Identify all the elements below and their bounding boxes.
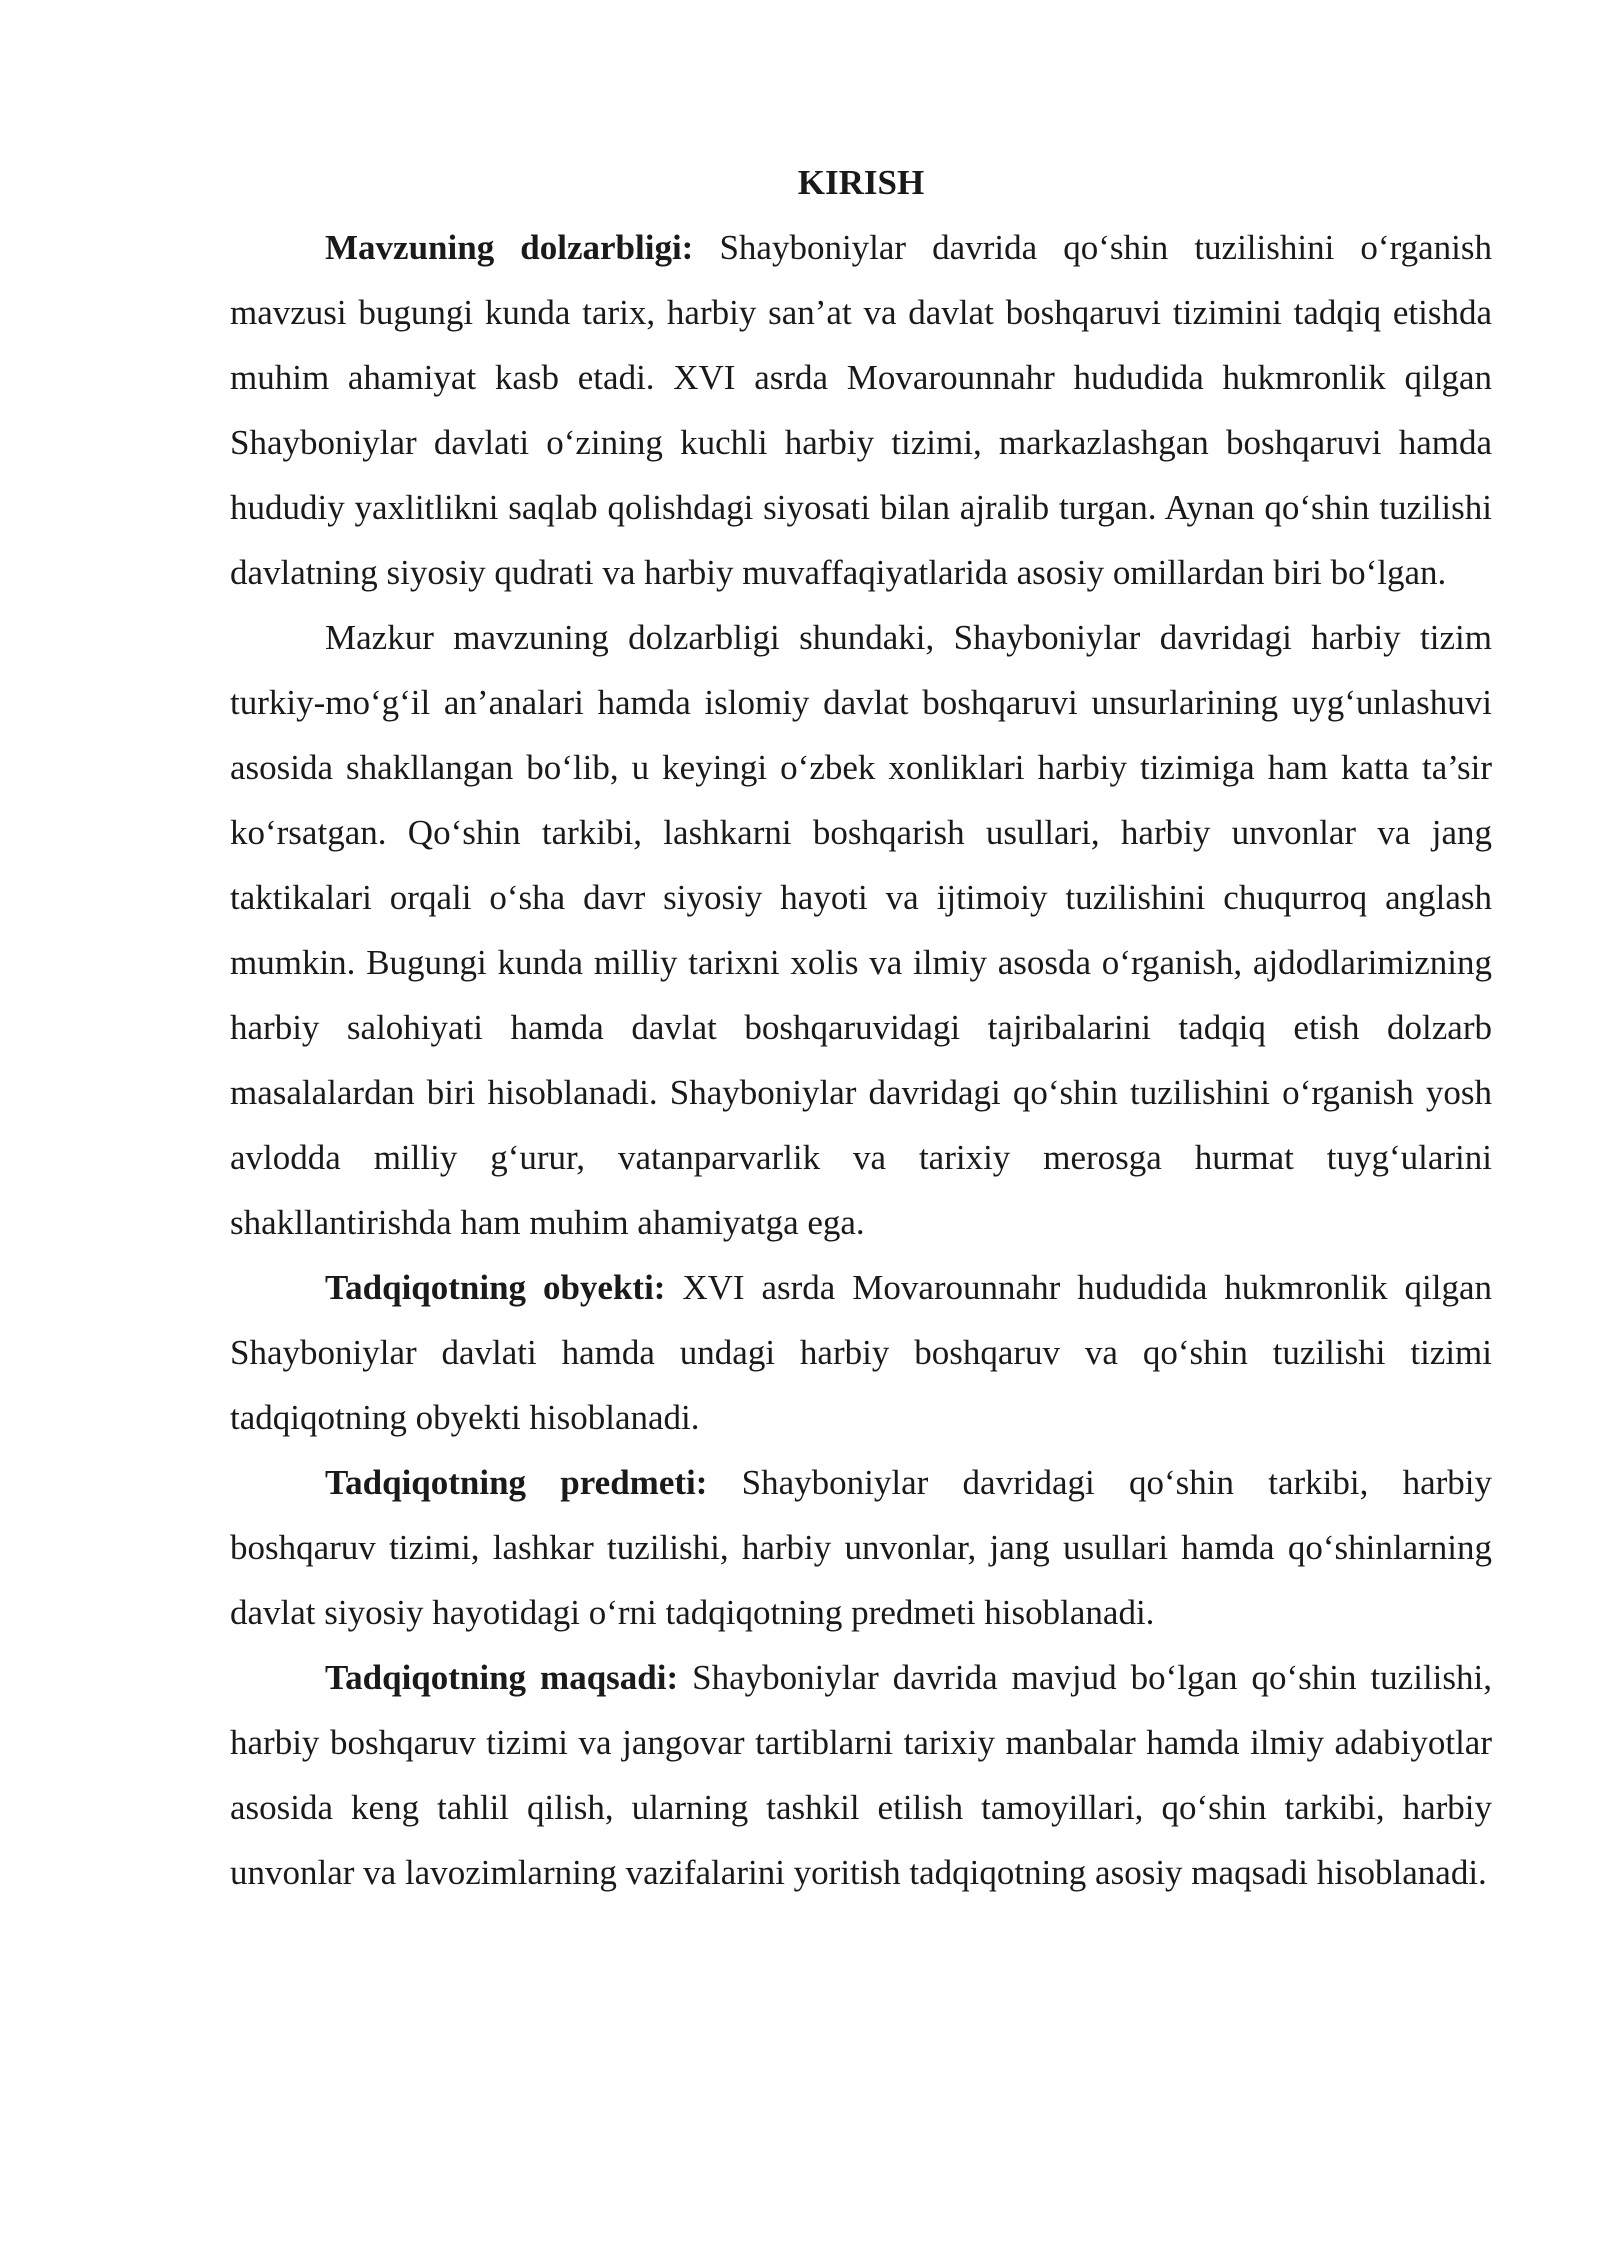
subject-heading: Tadqiqotning predmeti: (325, 1463, 708, 1502)
document-page (230, 150, 1492, 1905)
object-heading: Tadqiqotning obyekti: (325, 1268, 666, 1307)
page-title: KIRISH (797, 163, 925, 202)
paragraph-relevance-continued (230, 605, 1492, 1255)
object-text: XVI asrda Movarounnahr hududida hukmronlik qilgan Shayboniylar davlati hamda undagi harbiy boshqaruv va qo‘shin tuzilishi tizimi tadqiqotning obyekti hisoblanadi. (230, 1268, 1493, 1437)
relevance-continued-text: Mazkur mavzuning dolzarbligi shundaki, Shayboniylar davridagi harbiy tizim turkiy-mo‘g‘il an’analari hamda islomiy davlat boshqaruvi unsurlarining uyg‘unlashuvi asosida shakllangan bo‘lib, u keyingi o‘zbek xonliklari harbiy tizimiga ham katta ta’sir ko‘rsatgan. Qo‘shin tarkibi, lashkarni boshqarish usullari, harbiy unvonlar va jang taktikalari orqali o‘sha davr siyosiy hayoti va ijtimoiy tuzilishini chuqurroq anglash mumkin. Bugungi kunda milliy tarixni xolis va ilmiy asosda o‘rganish, ajdodlarimizning harbiy salohiyati hamda davlat boshqaruvidagi tajribalarini tadqiq etish dolzarb masalalardan biri hisoblanadi. Shayboniylar davridagi qo‘shin tuzilishini o‘rganish yosh avlodda milliy g‘urur, vatanparvarlik va tarixiy merosga hurmat tuyg‘ularini shakllantirishda ham muhim ahamiyatga ega. (230, 618, 1492, 1242)
goal-heading: Tadqiqotning maqsadi: (325, 1658, 679, 1697)
relevance-heading: Mavzuning dolzarbligi: (325, 228, 694, 267)
paragraph-object (230, 1255, 1492, 1450)
relevance-text: Shayboniylar davrida qo‘shin tuzilishini o‘rganish mavzusi bugungi kunda tarix, harbiy san’at va davlat boshqaruvi tizimini tadqiq etishda muhim ahamiyat kasb etadi. XVI asrda Movarounnahr hududida hukmronlik qilgan Shayboniylar davlati o‘zining kuchli harbiy tizimi, markazlashgan boshqaruvi hamda hududiy yaxlitlikni saqlab qolishdagi siyosati bilan ajralib turgan. Aynan qo‘shin tuzilishi davlatning siyosiy qudrati va harbiy muvaffaqiyatlarida asosiy omillardan biri bo‘lgan. (230, 228, 1492, 592)
paragraph-goal (230, 1645, 1492, 1905)
paragraph-relevance (230, 215, 1492, 605)
subject-text: Shayboniylar davridagi qo‘shin tarkibi, harbiy boshqaruv tizimi, lashkar tuzilishi, harbiy unvonlar, jang usullari hamda qo‘shinlarning davlat siyosiy hayotidagi o‘rni tadqiqotning predmeti hisoblanadi. (230, 1463, 1492, 1632)
paragraph-subject (230, 1450, 1492, 1645)
goal-text: Shayboniylar davrida mavjud bo‘lgan qo‘shin tuzilishi, harbiy boshqaruv tizimi va jangovar tartiblarni tarixiy manbalar hamda ilmiy adabiyotlar asosida keng tahlil qilish, ularning tashkil etilish tamoyillari, qo‘shin tarkibi, harbiy unvonlar va lavozimlarning vazifalarini yoritish tadqiqotning asosiy maqsadi hisoblanadi. (230, 1658, 1492, 1892)
